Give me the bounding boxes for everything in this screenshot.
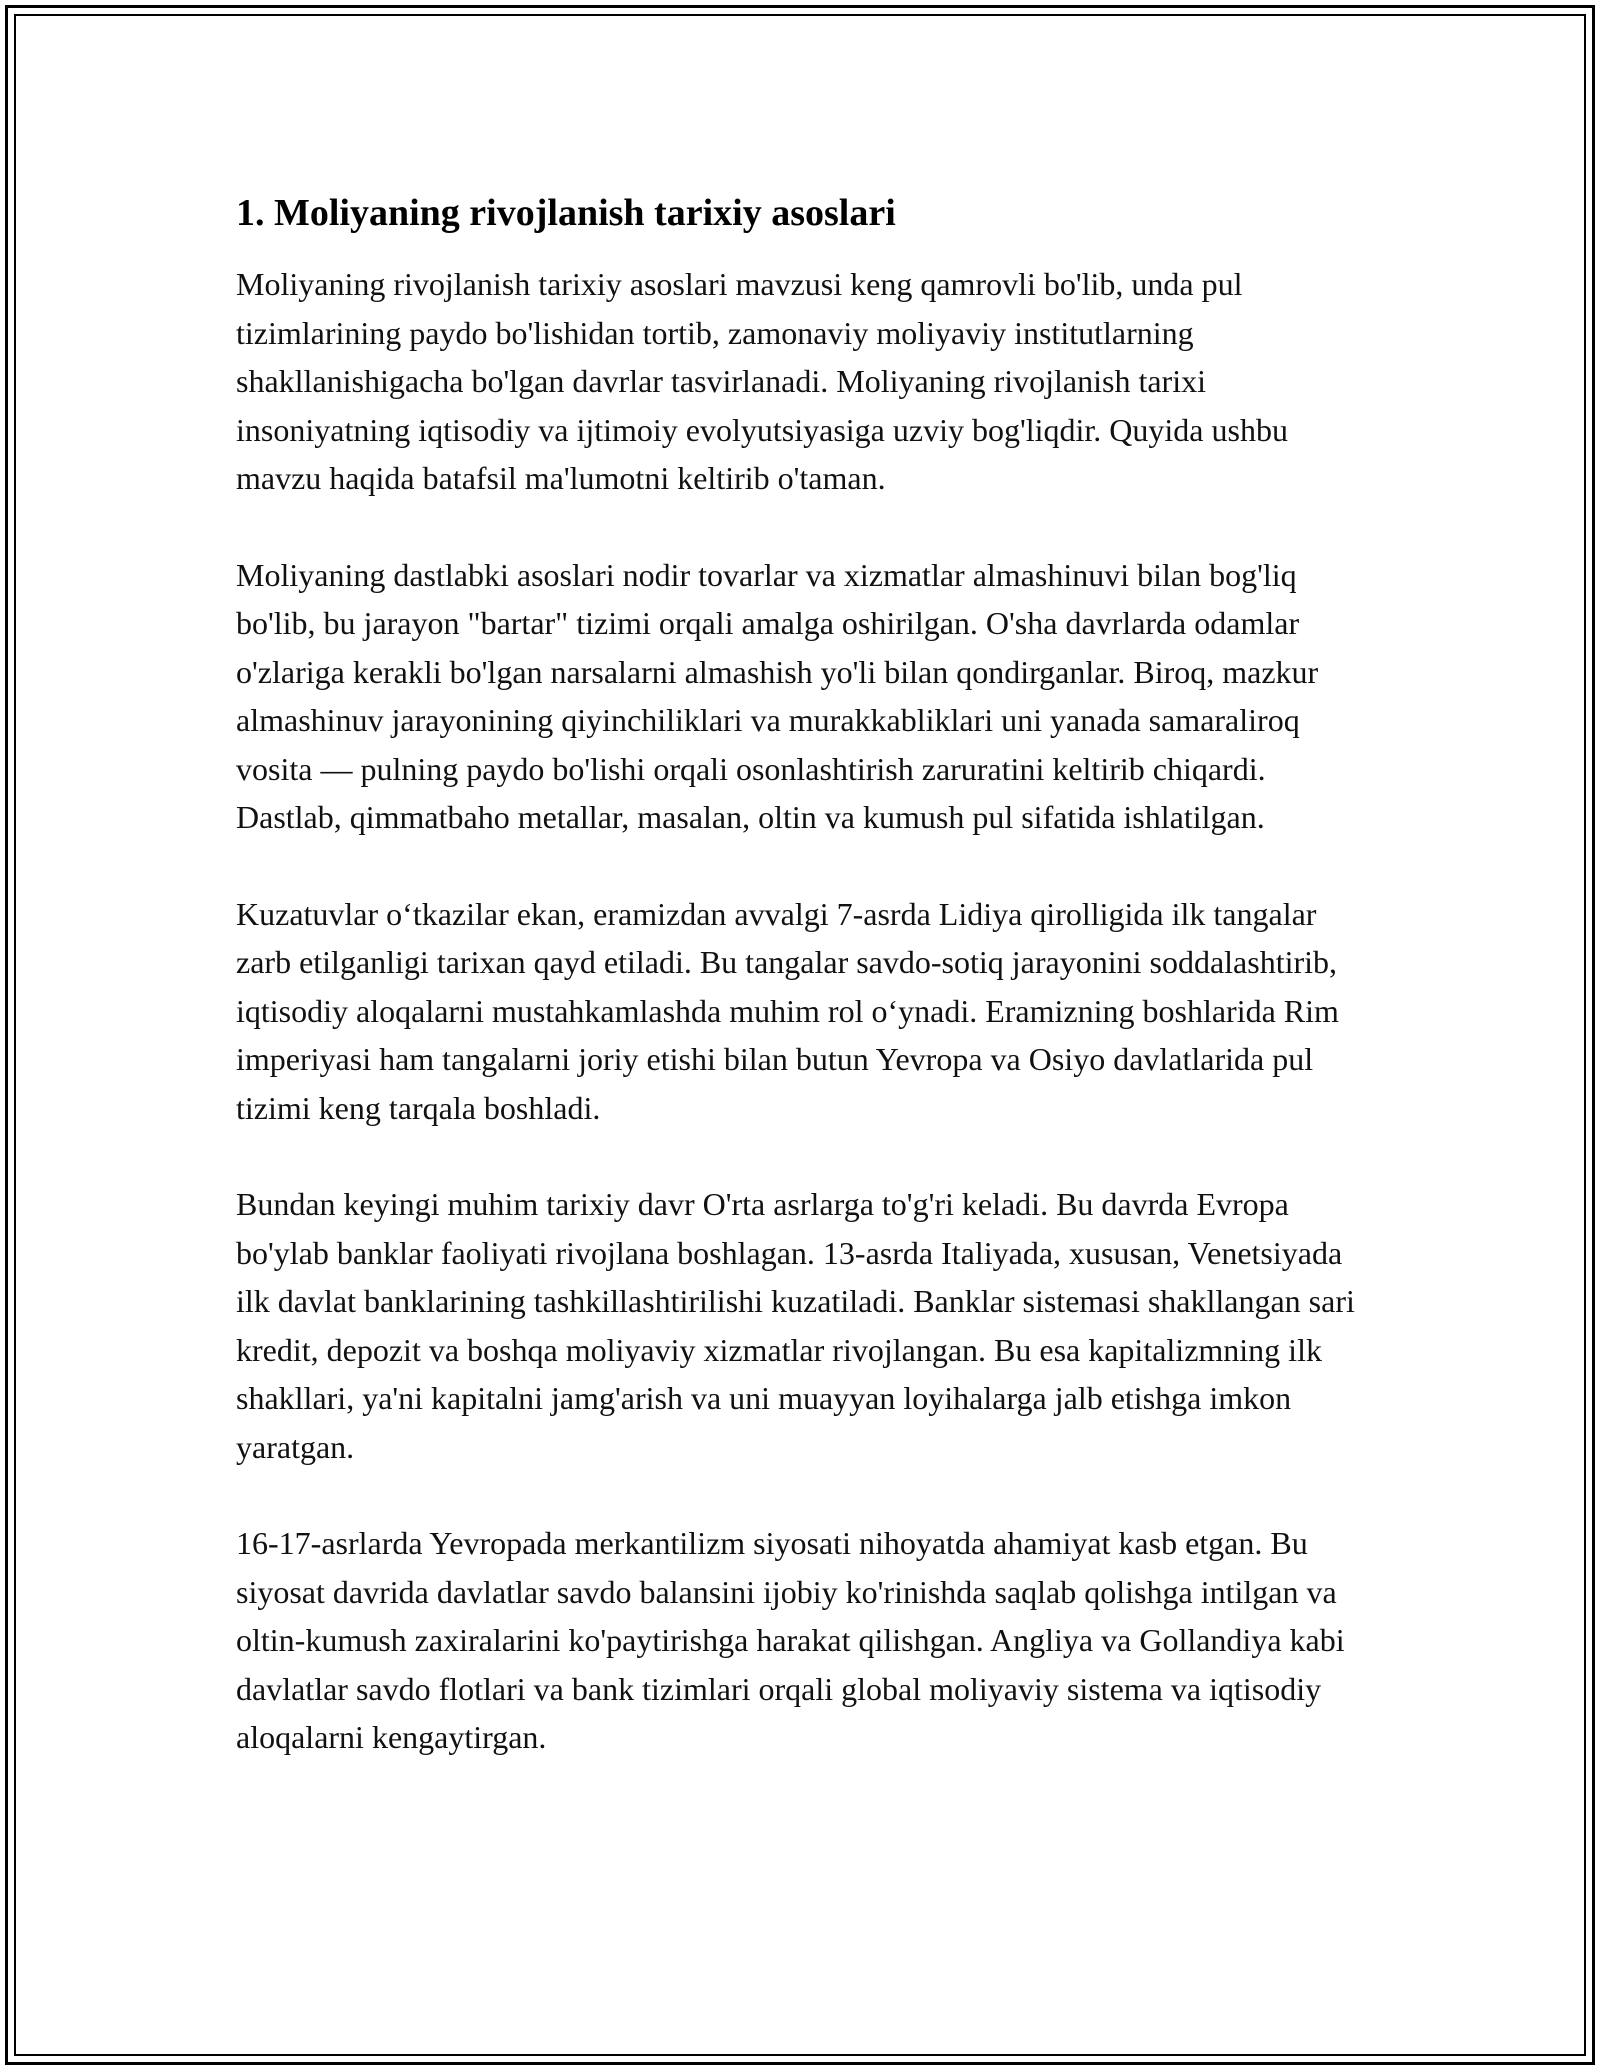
document-body [236,188,1366,1810]
paragraph-5: 16-17-asrlarda Yevropada merkantilizm siyosati nihoyatda ahamiyat kasb etgan. Bu siyosat davrida davlatlar savdo balansini ijobiy ko'rinishda saqlab qolishga intilgan va oltin-kumush zaxiralarini ko'paytirishga harakat qilishgan. Angliya va Gollandiya kabi davlatlar savdo flotlari va bank tizimlari orqali global moliyaviy sistema va iqtisodiy aloqalarni kengaytirgan. [236,1525,1345,1755]
section-title: 1. Moliyaning rivojlanish tarixiy asoslari [236,192,896,234]
paragraph-2: Moliyaning dastlabki asoslari nodir tovarlar va xizmatlar almashinuvi bilan bog'liq bo'lib, bu jarayon "bartar" tizimi orqali amalga oshirilgan. O'sha davrlarda odamlar o'zlariga kerakli bo'lgan narsalarni almashish yo'li bilan qondirganlar. Biroq, mazkur almashinuv jarayonining qiyinchiliklari va murakkabliklari uni yanada samaraliroq vosita — pulning paydo bo'lishi orqali osonlashtirish zaruratini keltirib chiqardi. Dastlab, qimmatbaho metallar, masalan, oltin va kumush pul sifatida ishlatilgan. [236,556,1319,835]
paragraph-1: Moliyaning rivojlanish tarixiy asoslari mavzusi keng qamrovli bo'lib, unda pul tizimlarining paydo bo'lishidan tortib, zamonaviy moliyaviy institutlarning shakllanishigacha bo'lgan davrlar tasvirlanadi. Moliyaning rivojlanish tarixi insoniyatning iqtisodiy va ijtimoiy evolyutsiyasiga uzviy bog'liqdir. Quyida ushbu mavzu haqida batafsil ma'lumotni keltirib o'taman. [236,266,1288,496]
paragraph-4: Bundan keyingi muhim tarixiy davr O'rta asrlarga to'g'ri keladi. Bu davrda Evropa bo'ylab banklar faoliyati rivojlana boshlagan. 13-asrda Italiyada, xususan, Venetsiyada ilk davlat banklarining tashkillashtirilishi kuzatiladi. Banklar sistemasi shakllangan sari kredit, depozit va boshqa moliyaviy xizmatlar rivojlangan. Bu esa kapitalizmning ilk shakllari, ya'ni kapitalni jamg'arish va uni muayyan loyihalarga jalb etishga imkon yaratgan. [236,1186,1355,1465]
paragraph-3: Kuzatuvlar o‘tkazilar ekan, eramizdan avvalgi 7-asrda Lidiya qirolligida ilk tangalar zarb etilganligi tarixan qayd etiladi. Bu tangalar savdo-sotiq jarayonini soddalashtirib, iqtisodiy aloqalarni mustahkamlashda muhim rol o‘ynadi. Eramizning boshlarida Rim imperiyasi ham tangalarni joriy etishi bilan butun Yevropa va Osiyo davlatlarida pul tizimi keng tarqala boshladi. [236,895,1339,1126]
